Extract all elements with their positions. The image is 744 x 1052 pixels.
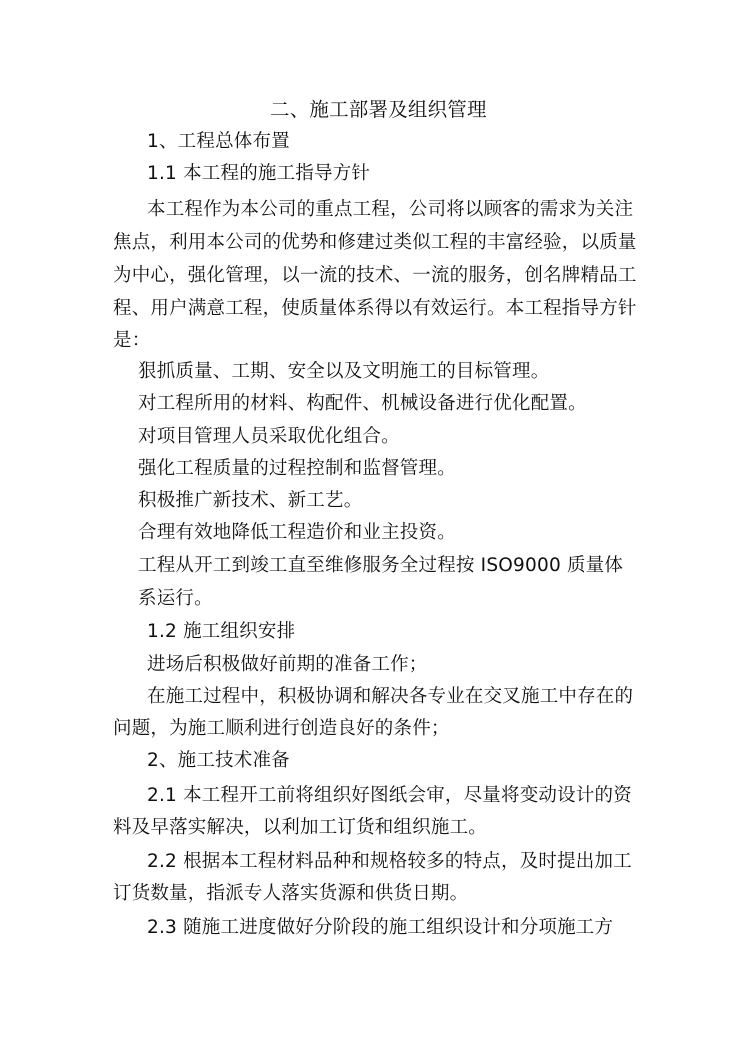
item-2-1-line: 料及早落实解决，以利加工订货和组织施工。 [113,817,488,838]
page-title: 二、施工部署及组织管理 [270,98,487,121]
subsection-1-2-heading: 1.2 施工组织安排 [147,621,296,642]
section-2-heading: 2、施工技术准备 [147,750,290,771]
item-2-2-line: 订货数量，指派专人落实货源和供货日期。 [113,883,469,904]
policy-item: 合理有效地降低工程造价和业主投资。 [138,522,456,543]
policy-item: 强化工程质量的过程控制和监督管理。 [138,458,456,479]
paragraph-line: 是： [113,330,151,351]
policy-item: 积极推广新技术、新工艺。 [138,490,363,511]
paragraph-line: 本工程作为本公司的重点工程，公司将以顾客的需求为关注 [147,199,634,220]
policy-item: 对工程所用的材料、构配件、机械设备进行优化配置。 [138,393,587,414]
iso-item-line: 工程从开工到竣工直至维修服务全过程按 ISO9000 质量体 [138,555,624,576]
paragraph-line: 为中心，强化管理，以一流的技术、一流的服务，创名牌精品工 [113,265,637,286]
item-2-3-line: 2.3 随施工进度做好分阶段的施工组织设计和分项施工方 [147,917,614,938]
arrange-paragraph-line: 在施工过程中，积极协调和解决各专业在交叉施工中存在的 [147,686,634,707]
subsection-1-1-heading: 1.1 本工程的施工指导方针 [147,163,371,184]
policy-item: 狠抓质量、工期、安全以及文明施工的目标管理。 [138,361,550,382]
item-2-1-line: 2.1 本工程开工前将组织好图纸会审，尽量将变动设计的资 [147,785,632,806]
section-1-heading: 1、工程总体布置 [147,131,290,152]
paragraph-line: 焦点，利用本公司的优势和修建过类似工程的丰富经验，以质量 [113,232,637,253]
item-2-2-line: 2.2 根据本工程材料品种和规格较多的特点，及时提出加工 [147,851,632,872]
paragraph-line: 程、用户满意工程，使质量体系得以有效运行。本工程指导方针 [113,298,637,319]
policy-item: 对项目管理人员采取优化组合。 [138,426,400,447]
arrange-paragraph-line: 问题，为施工顺利进行创造良好的条件； [113,718,450,739]
arrange-line: 进场后积极做好前期的准备工作； [147,654,428,675]
iso-item-line: 系运行。 [138,588,213,609]
